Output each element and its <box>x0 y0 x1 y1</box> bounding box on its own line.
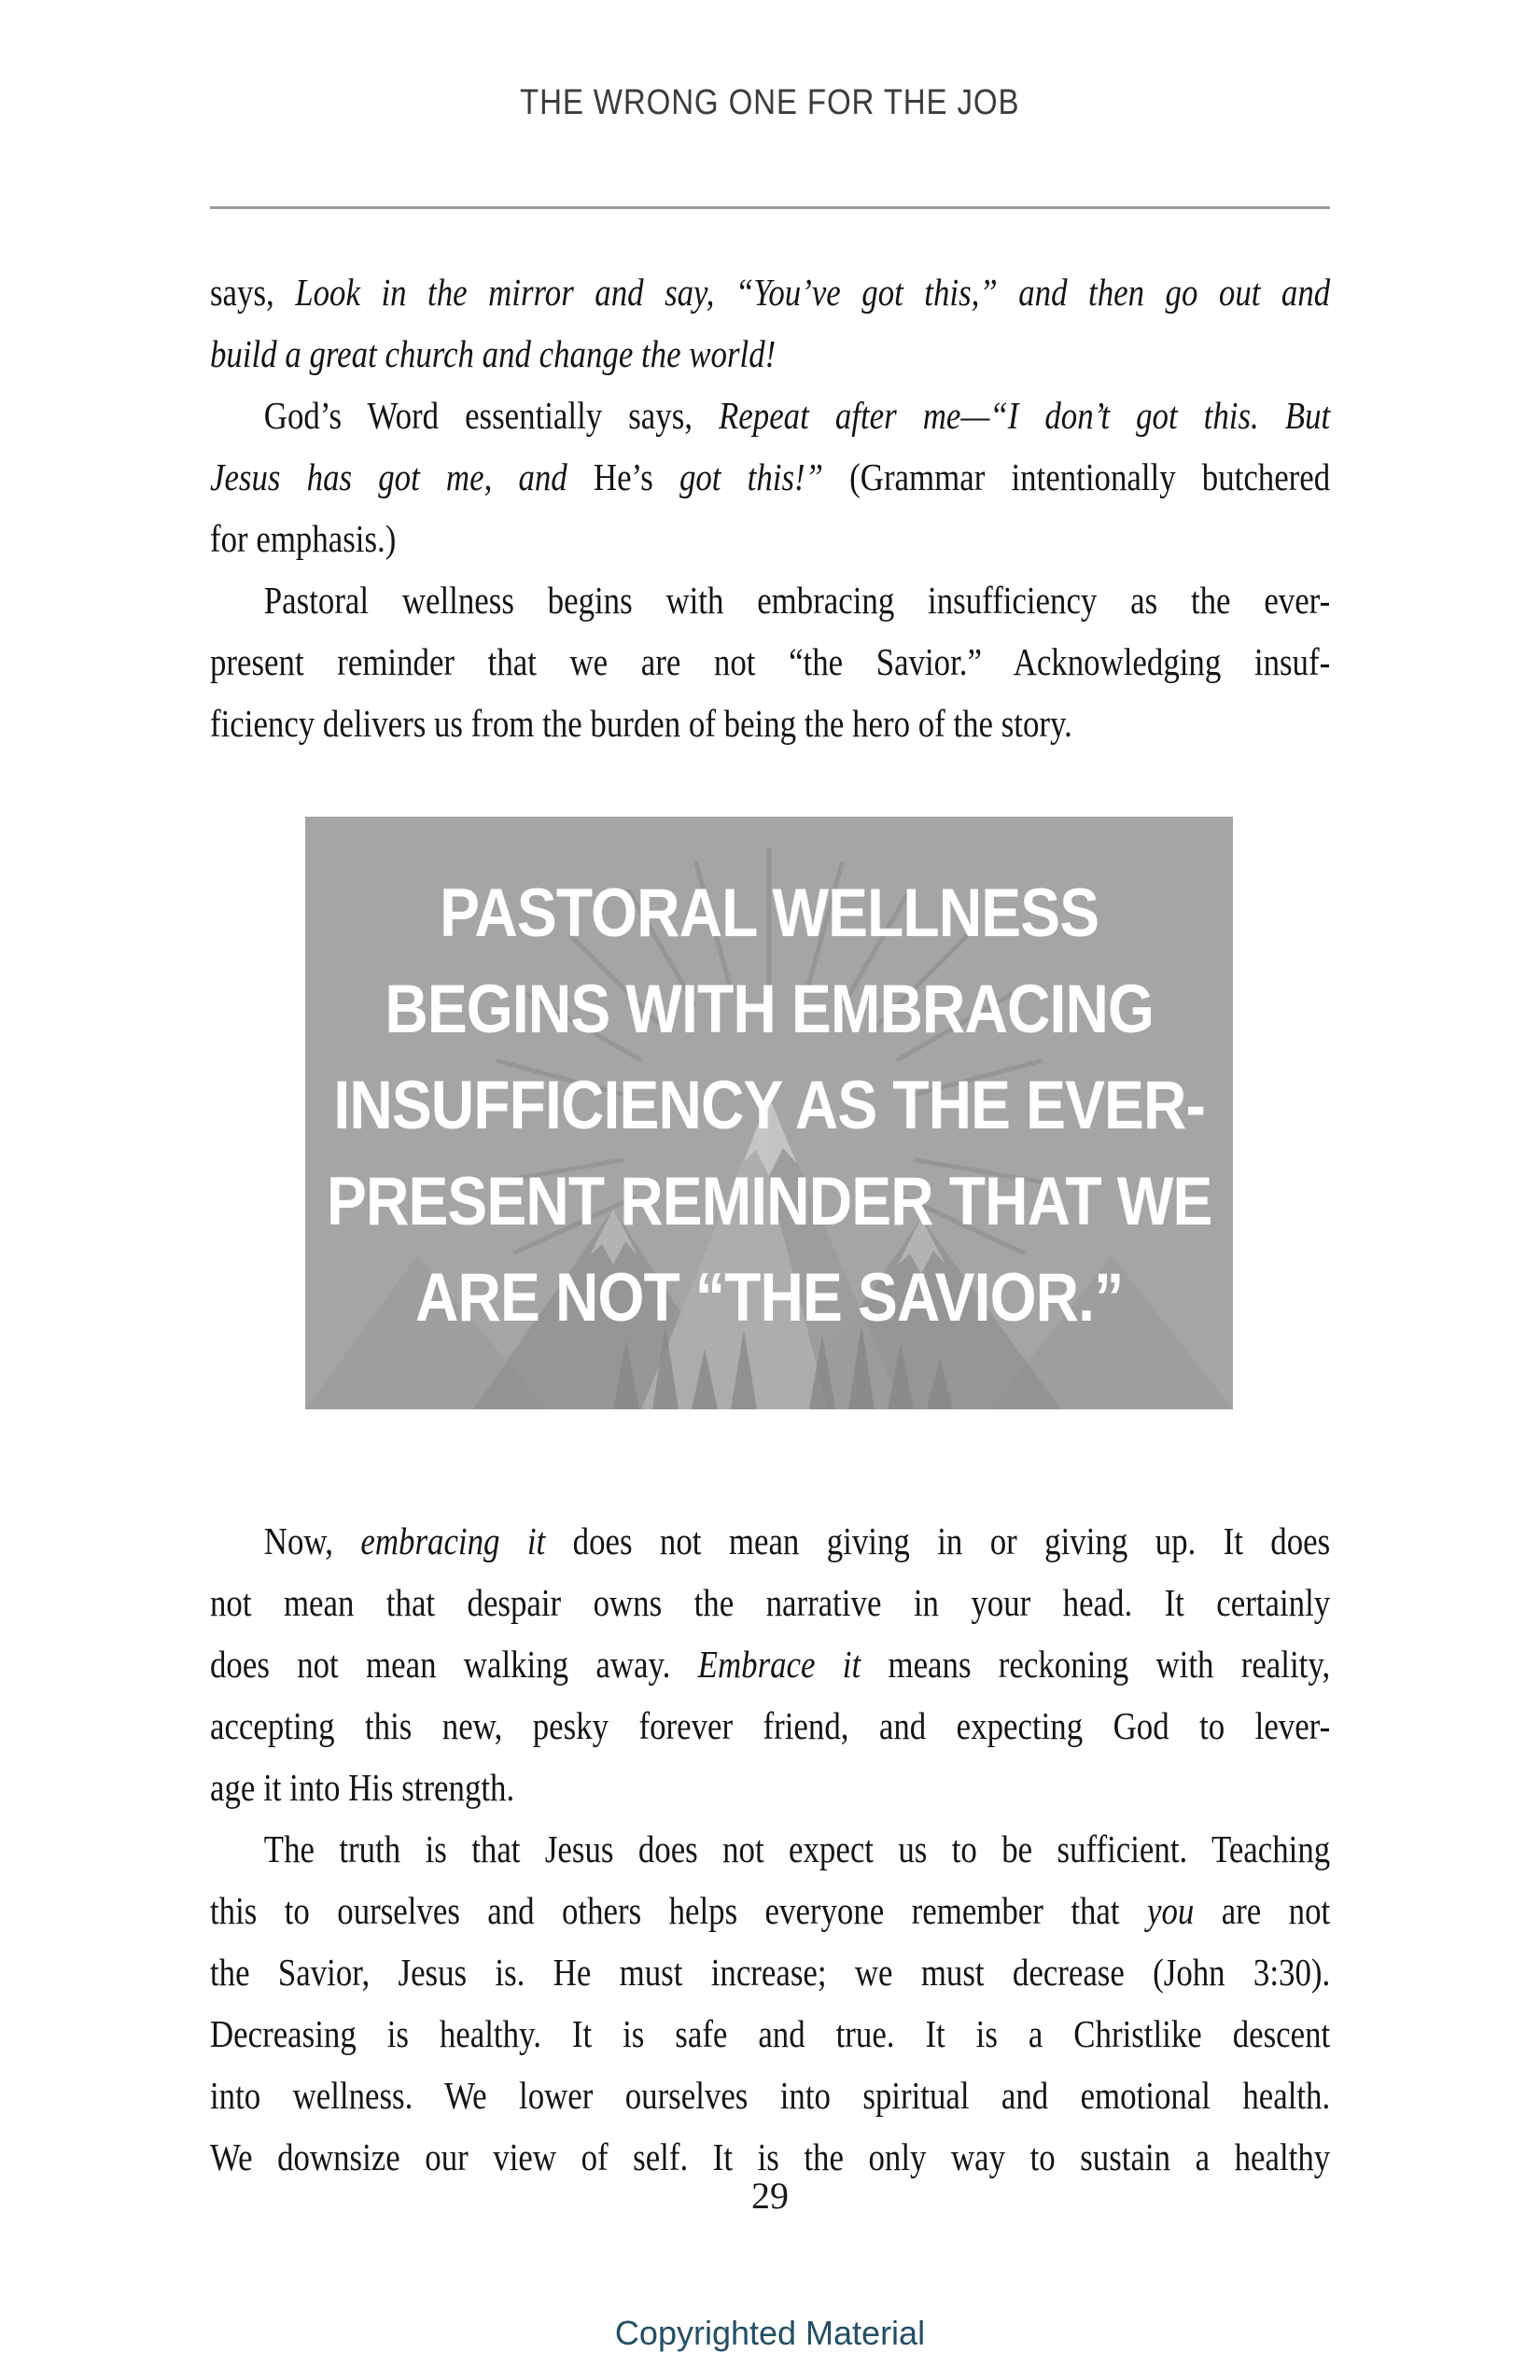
italic-text-segment: build a great church and change the world! <box>210 332 777 375</box>
text-line <box>210 508 1330 569</box>
text-segment: He’s <box>593 455 679 498</box>
header-rule <box>210 206 1330 209</box>
text-segment: says, <box>210 271 296 314</box>
text-line <box>210 1941 1330 2003</box>
page-number: 29 <box>751 2175 789 2217</box>
copyright-notice: Copyrighted Material <box>614 2314 926 2352</box>
text-line <box>210 1510 1330 1572</box>
text-segment: the Savior, Jesus is. He must increase; we must decrease (John 3:30). <box>210 1951 1331 1994</box>
text-segment: are not <box>1221 1889 1331 1932</box>
text-segment: (Grammar intentionally butchered <box>849 455 1331 498</box>
pull-quote-line: BEGINS WITH EMBRACING <box>385 972 1155 1047</box>
text-segment: We downsize our view of self. It is the only way to sustain a healthy <box>210 2135 1331 2178</box>
italic-text-segment: embracing it <box>360 1519 573 1562</box>
pull-quote-text <box>305 865 1233 1346</box>
text-line <box>210 446 1330 508</box>
pull-quote-line: ARE NOT “THE SAVIOR.” <box>415 1260 1124 1336</box>
italic-text-segment: Look in the mirror and say, “You’ve got this,” and then go out and <box>295 271 1331 314</box>
pull-quote-box <box>305 817 1233 1409</box>
pull-quote-line: INSUFFICIENCY AS THE EVER- <box>333 1068 1206 1143</box>
text-segment: God’s Word essentially says, <box>263 394 720 437</box>
text-segment: ficiency delivers us from the burden of being the hero of the story. <box>210 702 1072 745</box>
text-segment: present reminder that we are not “the Savior.” Acknowledging insuf- <box>210 640 1331 683</box>
text-segment: Decreasing is healthy. It is safe and true. It is a Christlike descent <box>210 2012 1331 2055</box>
body-text-block-2 <box>210 1510 1330 2188</box>
running-header-title: THE WRONG ONE FOR THE JOB <box>520 83 1020 122</box>
text-line <box>210 1818 1330 1880</box>
text-line <box>210 2003 1330 2065</box>
text-line <box>210 1572 1330 1633</box>
text-line <box>210 2065 1330 2126</box>
text-line <box>210 1880 1330 1941</box>
text-line <box>210 1633 1330 1695</box>
text-line <box>210 1757 1330 1818</box>
text-segment: means reckoning with reality, <box>888 1643 1331 1686</box>
text-segment: Now, <box>263 1519 361 1562</box>
text-segment: not mean that despair owns the narrative in your head. It certainly <box>210 1581 1331 1624</box>
italic-text-segment: Repeat after me—“I don’t got this. But <box>719 394 1331 437</box>
text-segment: this to ourselves and others helps everyone remember that <box>210 1889 1147 1932</box>
text-segment: age it into His strength. <box>210 1766 515 1809</box>
text-line <box>210 569 1330 631</box>
body-text-block-1 <box>210 261 1330 754</box>
text-line <box>210 693 1330 754</box>
pull-quote-line: PRESENT REMINDER THAT WE <box>326 1164 1212 1239</box>
italic-text-segment: got this!” <box>679 455 850 498</box>
text-line <box>210 385 1330 446</box>
italic-text-segment: Embrace it <box>697 1643 889 1686</box>
text-segment: for emphasis.) <box>210 517 397 560</box>
text-segment: does not mean giving in or giving up. It does <box>572 1519 1331 1562</box>
text-line <box>210 631 1330 693</box>
text-segment: does not mean walking away. <box>210 1643 698 1686</box>
italic-text-segment: Jesus has got me, and <box>210 455 594 498</box>
italic-text-segment: you <box>1146 1889 1222 1932</box>
text-line <box>210 261 1330 323</box>
text-segment: Pastoral wellness begins with embracing insufficiency as the ever- <box>263 579 1331 622</box>
text-segment: The truth is that Jesus does not expect us to be sufficient. Teaching <box>263 1827 1331 1870</box>
text-segment: accepting this new, pesky forever friend, and expecting God to lever- <box>210 1704 1331 1747</box>
text-line <box>210 323 1330 385</box>
pull-quote-line: PASTORAL WELLNESS <box>440 875 1099 951</box>
running-header <box>0 82 1540 123</box>
text-line <box>210 1695 1330 1757</box>
text-segment: into wellness. We lower ourselves into spiritual and emotional health. <box>210 2074 1331 2117</box>
